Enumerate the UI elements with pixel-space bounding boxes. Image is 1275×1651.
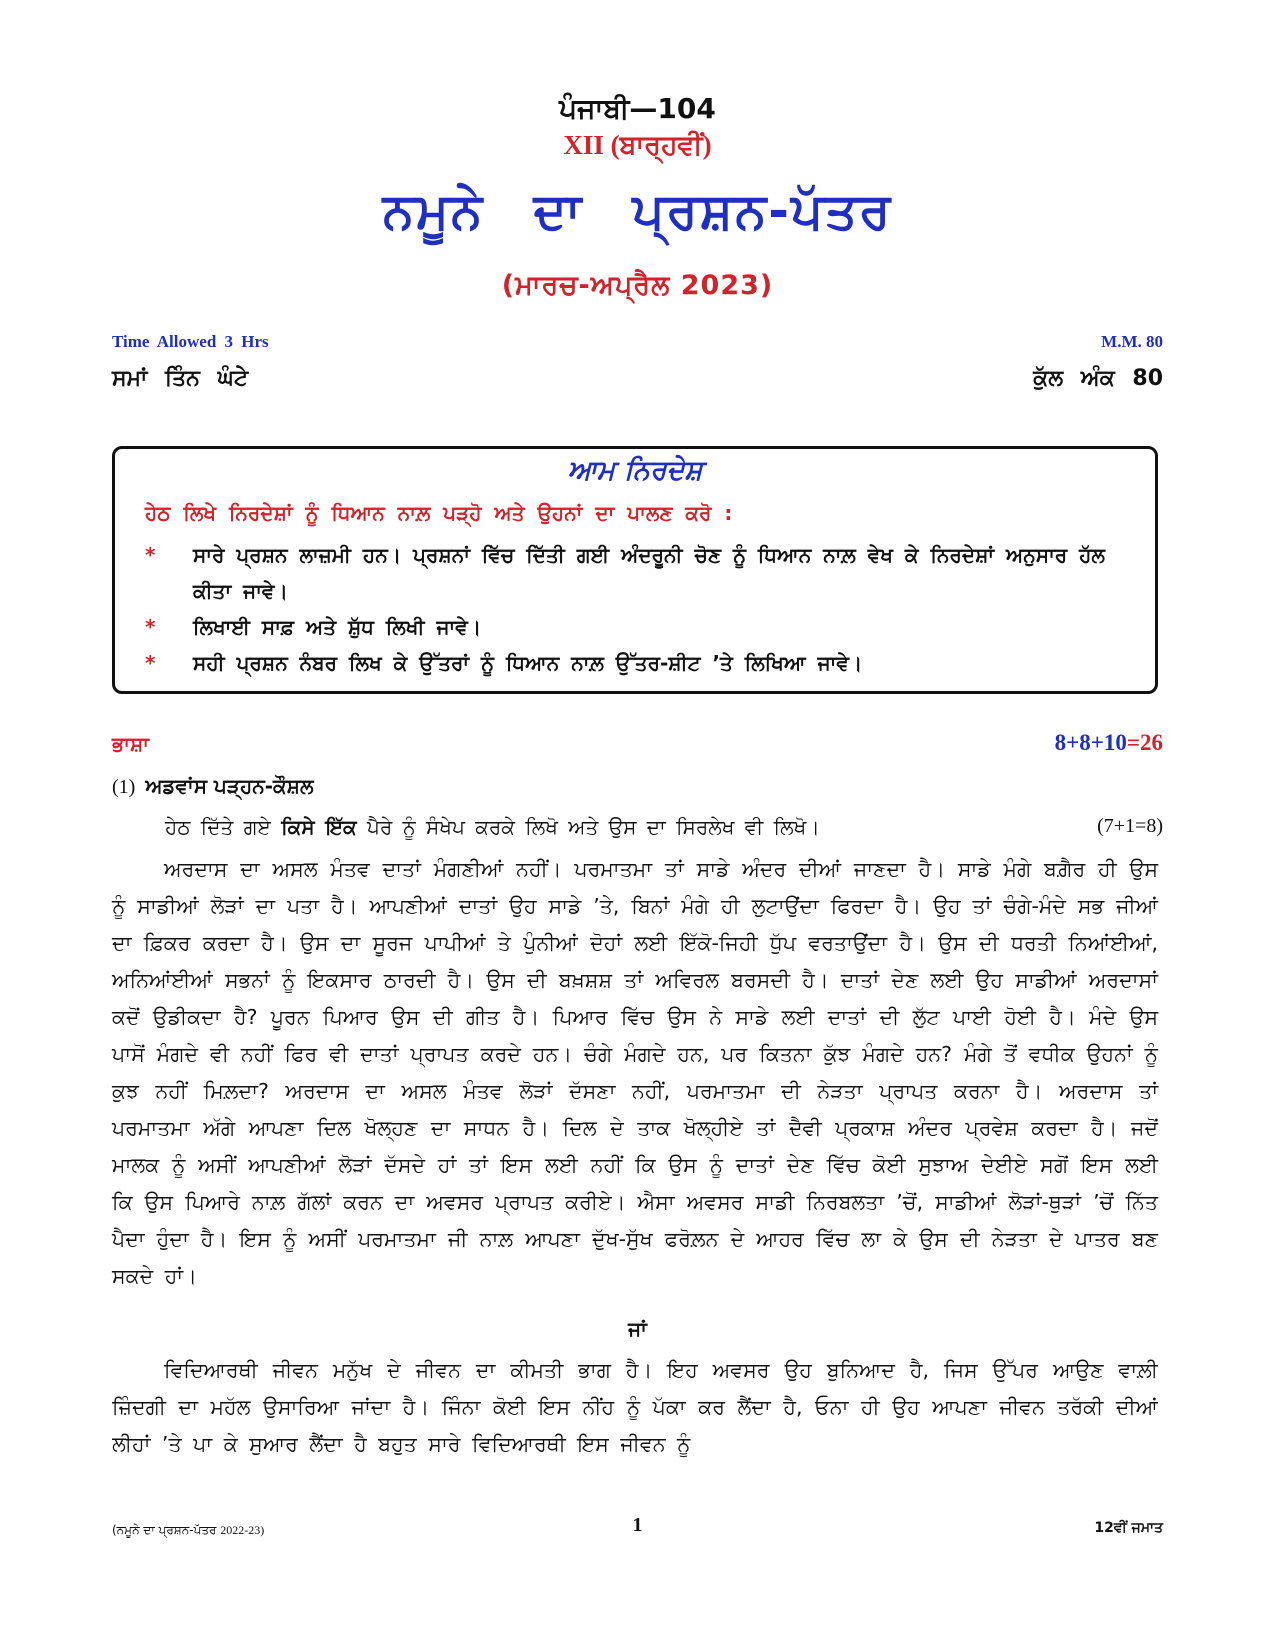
session-label: (ਮਾਰਚ-ਅਪ੍ਰੈਲ 2023) [501, 270, 774, 301]
passage-2: ਵਿਦਿਆਰਥੀ ਜੀਵਨ ਮਨੁੱਖ ਦੇ ਜੀਵਨ ਦਾ ਕੀਮਤੀ ਭਾਗ ਹੈ। ਇਹ ਅਵਸਰ ਉਹ ਬੁਨਿਆਦ ਹੈ, ਜਿਸ ਉੱਪਰ ਆਉਣ ਵਾਲ਼ੀ ਜ਼ਿੰਦਗੀ ਦਾ ਮਹੱਲ ਉਸਾਰਿਆ ਜਾਂਦਾ ਹੈ। ਜਿੰਨਾ ਕੋਈ ਇਸ ਨੀਂਹ ਨੂੰ ਪੱਕਾ ਕਰ ਲੈਂਦਾ ਹੈ, ਓਨਾ ਹੀ ਉਹ ਆਪਣਾ ਜੀਵਨ ਤਰੱਕੀ ਦੀਆਂ ਲੀਹਾਂ ’ਤੇ ਪਾ ਕੇ ਸੁਆਰ ਲੈਂਦਾ ਹੈ ਬਹੁਤ ਸਾਰੇ ਵਿਦਿਆਰਥੀ ਇਸ ਜੀਵਨ ਨੂੰ [112, 1358, 1158, 1456]
footer-right: 12ਵੀਂ ਜਮਾਤ [1094, 1520, 1163, 1536]
instruction-item [145, 645, 1125, 681]
question-title: ਅਡਵਾਂਸ ਪੜ੍ਹਨ-ਕੌਸ਼ਲ [145, 774, 314, 798]
instructions-box [112, 446, 1158, 694]
time-allowed-pa: ਸਮਾਂ ਤਿੰਨ ਘੰਟੇ [112, 366, 249, 391]
class-label: XII (ਬਾਰ੍ਹਵੀਂ) [563, 130, 712, 160]
bullet-star: * [145, 543, 156, 567]
section-marks-expr: 8+8+10 [1054, 730, 1127, 755]
instruction-text: ਸਹੀ ਪ੍ਰਸ਼ਨ ਨੰਬਰ ਲਿਖ ਕੇ ਉੱਤਰਾਂ ਨੂੰ ਧਿਆਨ ਨਾਲ਼ ਉੱਤਰ-ਸ਼ੀਟ ’ਤੇ ਲਿਖਿਆ ਜਾਵੇ। [193, 651, 863, 675]
question-heading [112, 774, 314, 799]
question-instruction [165, 815, 820, 839]
footer-left-text: (ਨਮੂਨੇ ਦਾ ਪ੍ਰਸ਼ਨ-ਪੱਤਰ [112, 1523, 217, 1537]
page-title: ਨਮੂਨੇ ਦਾ ਪ੍ਰਸ਼ਨ-ਪੱਤਰ [382, 182, 893, 240]
instruction-item [145, 609, 1125, 645]
subject-code: ਪੰਜਾਬੀ—104 [559, 92, 716, 125]
instructions-intro: ਹੇਠ ਲਿਖੇ ਨਿਰਦੇਸ਼ਾਂ ਨੂੰ ਧਿਆਨ ਨਾਲ਼ ਪੜ੍ਹੋ ਅਤੇ ਉਹਨਾਂ ਦਾ ਪਾਲਣ ਕਰੋ : [145, 501, 733, 525]
instruction-item [145, 537, 1125, 609]
section-name: ਭਾਸ਼ਾ [112, 732, 150, 756]
section-marks-total: =26 [1126, 730, 1163, 755]
question-number: (1) [112, 776, 136, 798]
page-number: 1 [632, 1514, 643, 1536]
time-allowed-en: Time Allowed 3 Hrs [112, 332, 269, 351]
instructions-title: ਆਮ ਨਿਰਦੇਸ਼ [567, 455, 703, 486]
bullet-star: * [145, 651, 156, 675]
question-marks: (7+1=8) [1097, 815, 1163, 837]
bullet-star: * [145, 615, 156, 639]
max-marks-en: M.M. 80 [1101, 332, 1163, 351]
max-marks-pa: ਕੁੱਲ ਅੰਕ 80 [1033, 366, 1163, 391]
instruction-part: ਪੈਰੇ ਨੂੰ ਸੰਖੇਪ ਕਰਕੇ ਲਿਖੋ ਅਤੇ ਉਸ ਦਾ ਸਿਰਲੇਖ ਵੀ ਲਿਖੋ। [366, 815, 820, 839]
instruction-text: ਸਾਰੇ ਪ੍ਰਸ਼ਨ ਲਾਜ਼ਮੀ ਹਨ। ਪ੍ਰਸ਼ਨਾਂ ਵਿੱਚ ਦਿੱਤੀ ਗਈ ਅੰਦਰੂਨੀ ਚੋਣ ਨੂੰ ਧਿਆਨ ਨਾਲ਼ ਵੇਖ ਕੇ ਨਿਰਦੇਸ਼ਾਂ ਅਨੁਸਾਰ ਹੱਲ ਕੀਤਾ ਜਾਵੇ। [193, 543, 1105, 603]
instruction-text: ਲਿਖਾਈ ਸਾਫ਼ ਅਤੇ ਸ਼ੁੱਧ ਲਿਖੀ ਜਾਵੇ। [193, 615, 482, 639]
passage-1: ਅਰਦਾਸ ਦਾ ਅਸਲ ਮੰਤਵ ਦਾਤਾਂ ਮੰਗਣੀਆਂ ਨਹੀਂ। ਪਰਮਾਤਮਾ ਤਾਂ ਸਾਡੇ ਅੰਦਰ ਦੀਆਂ ਜਾਣਦਾ ਹੈ। ਸਾਡੇ ਮੰਗੇ ਬਗ਼ੈਰ ਹੀ ਉਸ ਨੂੰ ਸਾਡੀਆਂ ਲੋੜਾਂ ਦਾ ਪਤਾ ਹੈ। ਆਪਣੀਆਂ ਦਾਤਾਂ ਉਹ ਸਾਡੇ ’ਤੇ, ਬਿਨਾਂ ਮੰਗੇ ਹੀ ਲੁਟਾਉਂਦਾ ਫਿਰਦਾ ਹੈ। ਉਹ ਤਾਂ ਚੰਗੇ-ਮੰਦੇ ਸਭ ਜੀਆਂ ਦਾ ਫ਼ਿਕਰ ਕਰਦਾ ਹੈ। ਉਸ ਦਾ ਸੂਰਜ ਪਾਪੀਆਂ ਤੇ ਪੁੰਨੀਆਂ ਦੋਹਾਂ ਲਈ ਇੱਕੋ-ਜਿਹੀ ਧੁੱਪ ਵਰਤਾਉਂਦਾ ਹੈ। ਉਸ ਦੀ ਧਰਤੀ ਨਿਆਂਈਆਂ, ਅਨਿਆਂਈਆਂ ਸਭਨਾਂ ਨੂੰ ਇਕਸਾਰ ਠਾਰਦੀ ਹੈ। ਉਸ ਦੀ ਬਖ਼ਸ਼ਸ਼ ਤਾਂ ਅਵਿਰਲ ਬਰਸਦੀ ਹੈ। ਦਾਤਾਂ ਦੇਣ ਲਈ ਉਹ ਸਾਡੀਆਂ ਅਰਦਾਸਾਂ ਕਦੋਂ ਉਡੀਕਦਾ ਹੈ? ਪੂਰਨ ਪਿਆਰ ਉਸ ਦੀ ਗੀਤ ਹੈ। ਪਿਆਰ ਵਿੱਚ ਉਸ ਨੇ ਸਾਡੇ ਲਈ ਦਾਤਾਂ ਦੀ ਲੁੱਟ ਪਾਈ ਹੋਈ ਹੈ। ਮੰਦੇ ਉਸ ਪਾਸੋਂ ਮੰਗਦੇ ਵੀ ਨਹੀਂ ਫਿਰ ਵੀ ਦਾਤਾਂ ਪ੍ਰਾਪਤ ਕਰਦੇ ਹਨ। ਚੰਗੇ ਮੰਗਦੇ ਹਨ, ਪਰ ਕਿਤਨਾ ਕੁੱਝ ਮੰਗਦੇ ਹਨ? ਮੰਗੇ ਤੋਂ ਵਧੀਕ ਉਹਨਾਂ ਨੂੰ ਕੁਝ ਨਹੀਂ ਮਿਲ਼ਦਾ? ਅਰਦਾਸ ਦਾ ਅਸਲ ਮੰਤਵ ਲੋੜਾਂ ਦੱਸਣਾ ਨਹੀਂ, ਪਰਮਾਤਮਾ ਦੀ ਨੇੜਤਾ ਪ੍ਰਾਪਤ ਕਰਨਾ ਹੈ। ਅਰਦਾਸ ਤਾਂ ਪਰਮਾਤਮਾ ਅੱਗੇ ਆਪਣਾ ਦਿਲ ਖੋਲ੍ਹਣ ਦਾ ਸਾਧਨ ਹੈ। ਦਿਲ ਦੇ ਤਾਕ ਖੋਲ੍ਹੀਏ ਤਾਂ ਦੈਵੀ ਪ੍ਰਕਾਸ਼ ਅੰਦਰ ਪ੍ਰਵੇਸ਼ ਕਰਦਾ ਹੈ। ਜਦੋਂ ਮਾਲਕ ਨੂੰ ਅਸੀਂ ਆਪਣੀਆਂ ਲੋੜਾਂ ਦੱਸਦੇ ਹਾਂ ਤਾਂ ਇਸ ਲਈ ਨਹੀਂ ਕਿ ਉਸ ਨੂੰ ਦਾਤਾਂ ਦੇਣ ਵਿੱਚ ਕੋਈ ਸੁਝਾਅ ਦੇਈਏ ਸਗੋਂ ਇਸ ਲਈ ਕਿ ਉਸ ਪਿਆਰੇ ਨਾਲ਼ ਗੱਲਾਂ ਕਰਨ ਦਾ ਅਵਸਰ ਪ੍ਰਾਪਤ ਕਰੀਏ। ਐਸਾ ਅਵਸਰ ਸਾਡੀ ਨਿਰਬਲਤਾ ’ਚੋਂ, ਸਾਡੀਆਂ ਲੋੜਾਂ-ਥੁੜਾਂ ’ਚੋਂ ਨਿੱਤ ਪੈਦਾ ਹੁੰਦਾ ਹੈ। ਇਸ ਨੂੰ ਅਸੀਂ ਪਰਮਾਤਮਾ ਜੀ ਨਾਲ਼ ਆਪਣਾ ਦੁੱਖ-ਸੁੱਖ ਫਰੋਲ਼ਨ ਦੇ ਆਹਰ ਵਿੱਚ ਲਾ ਕੇ ਉਸ ਦੀ ਨੇੜਤਾ ਦੇ ਪਾਤਰ ਬਣ ਸਕਦੇ ਹਾਂ। [112, 857, 1158, 1288]
instruction-part: ਹੇਠ ਦਿੱਤੇ ਗਏ [165, 815, 271, 839]
section-marks [1055, 730, 1163, 756]
or-separator: ਜਾਂ [628, 1317, 647, 1341]
instruction-emphasis: ਕਿਸੇ ਇੱਕ [281, 815, 357, 839]
footer-left-year: 2022-23) [220, 1523, 265, 1537]
